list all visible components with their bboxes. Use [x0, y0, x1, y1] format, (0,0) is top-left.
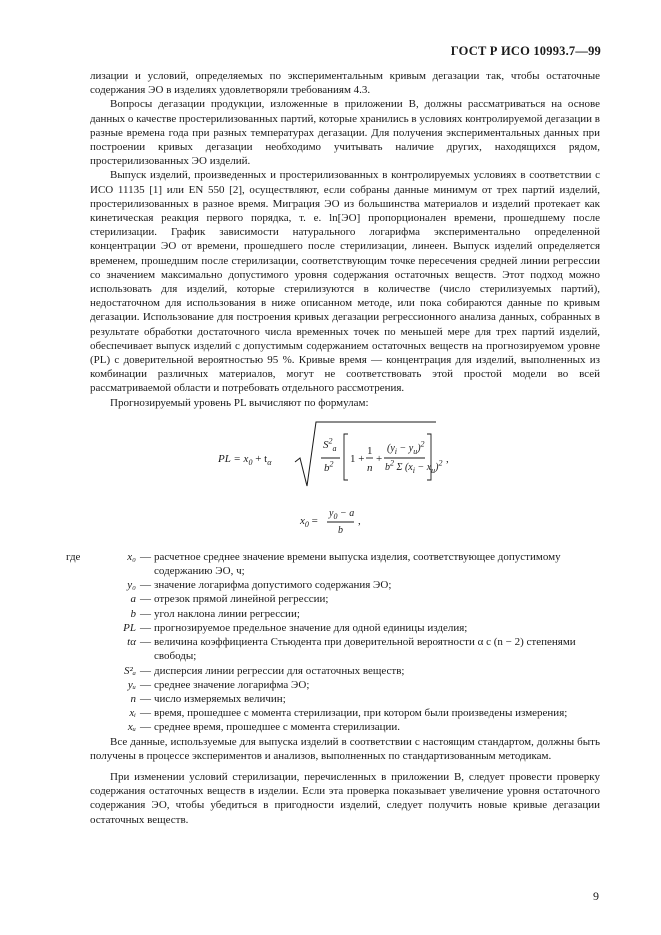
definition-dash: —	[140, 593, 151, 606]
definition-text: прогнозируемое предельное значение для одной единицы изделия;	[154, 621, 468, 634]
paragraph-degassing: Вопросы дегазации продукции, изложенные в приложении В, должны рассматриваться на основе данных о качестве простерилизованных партий, которые хранились в условиях контролируемой дегазации в разные времена года при разных температурах дегазации. Для получения экспериментальных данных при построении кривых дегазации необходимо учитывать наличие других, находящихся рядом, простерилизованных ЭО изделий.	[90, 98, 600, 168]
formula-x0-trailing-comma: ,	[358, 514, 361, 527]
definition-item	[90, 692, 600, 706]
definition-dash: —	[140, 678, 151, 691]
definition-item	[90, 720, 600, 734]
formula-denominator: $b^2$ Σ $(x_i - x_u)^2$	[385, 458, 443, 475]
formula-b2: $b^2$	[324, 459, 334, 474]
definition-dash: —	[140, 621, 151, 634]
definition-dash: —	[140, 664, 151, 677]
definition-symbol: tα	[127, 636, 136, 649]
definition-item	[90, 664, 600, 678]
definition-text: дисперсия линии регрессии для остаточных веществ;	[154, 664, 405, 677]
formula-x0-denominator: b	[338, 524, 343, 536]
paragraph-continued: лизации и условий, определяемых по экспериментальным кривым дегазации так, чтобы остаточные содержания ЭО в изделиях удовлетворяли требованиям 4.3.	[90, 70, 600, 97]
page-number: 9	[593, 889, 599, 903]
formula-n: n	[367, 461, 373, 474]
paragraph-sterilization-change: При изменении условий стерилизации, перечисленных в приложении В, следует провести проверку содержания остаточных веществ в изделии. Если эта проверка показывает увеличение уровня остаточного содержания ЭО, чтобы убедиться в пригодности изделий, следует получить новые кривые дегазации остаточных веществ.	[90, 770, 600, 826]
formula-lhs: PL = $x_0 + t_\alpha$	[218, 452, 272, 468]
formula-sa: $S^2_a$	[323, 436, 337, 454]
definition-text: среднее время, прошедшее с момента стерилизации.	[154, 721, 401, 734]
definition-item	[90, 578, 600, 592]
definition-dash: —	[140, 707, 151, 720]
definition-text: среднее значение логарифма ЭО;	[154, 678, 310, 691]
definition-text: число измеряемых величин;	[154, 692, 286, 705]
formula-x0-numerator: $y_0 - a$	[329, 507, 355, 521]
formula-pl	[90, 416, 600, 502]
paragraph-release: Выпуск изделий, произведенных и простерилизованных в контролируемых условиях в соответствии с ИСО 11135 [1] или EN 550 [2], осуществляют, если собраны данные минимум от трех партий изделий, простерилизованных в разное время. Миграция ЭО из большинства материалов и изделий протекает как кинетическая реакция первого порядка, т. е. ln[ЭО] пропорционален времени, прошедшему после стерилизации. График зависимости натурального логарифма экспериментально определенной концентрации ЭО от времени, прошедшего после стерилизации, линеен. Выпуск изделий определяется временем, прошедшим после стерилизации, соответствующим точке пересечения средней линии регрессии со значением максимально допустимого уровня содержания остаточных веществ. Этот подход можно использовать для изделий, которые стерилизуются в количестве (число стерилизуемых партий), недостаточном для использования в ниже описанном методе, или пока собираются данные по кривым дегазации. Использование для построения кривых дегазации регрессионного анализа данных, собранных в результате обработки достаточного числа временных точек по меньшей мере для трех партий изделий, обеспечивает выпуск изделий с допустимым содержанием остаточных веществ на прогнозируемом уровне (PL) с доверительной вероятностью 95 %. Кривые время — концентрация для изделий, выполненных из комбинации различных материалов, могут не соответствовать этой простой модели во всей рассматриваемой области и потребовать отдельного рассмотрения.	[90, 169, 600, 395]
definition-symbol: a	[130, 593, 136, 606]
standard-header: ГОСТ Р ИСО 10993.7—99	[450, 44, 601, 58]
paragraph-data-requirements: Все данные, используемые для выпуска изделий в соответствии с настоящим стандартом, должны быть получены в процессе экспериментов и анализов, выполненных по стандартизованным методикам.	[90, 735, 600, 762]
definition-item	[90, 706, 600, 720]
definition-item	[66, 550, 600, 578]
definition-text: величина коэффициента Стьюдента при доверительной вероятности α с (n − 2) степенями свободы;	[154, 636, 576, 663]
definition-symbol: b	[130, 607, 136, 620]
definition-symbol: n	[130, 692, 136, 705]
formula-x0	[90, 502, 600, 544]
definition-symbol: xᵢ	[129, 707, 136, 720]
formula-one-plus: 1 +	[350, 452, 365, 465]
definition-dash: —	[140, 636, 151, 649]
definition-dash: —	[140, 607, 151, 620]
definition-dash: —	[140, 721, 151, 734]
definition-symbol: xᵤ	[127, 721, 136, 734]
where-label: где	[66, 550, 81, 563]
formula-one-over: 1	[367, 444, 373, 457]
definition-symbol: S²ₐ	[123, 664, 136, 677]
paragraph-formula-intro: Прогнозируемый уровень PL вычисляют по формулам:	[110, 396, 369, 409]
definition-text: время, прошедшее с момента стерилизации, при котором были произведены измерения;	[154, 707, 568, 720]
definition-item	[90, 607, 600, 621]
definition-text: расчетное среднее значение времени выпуска изделия, соответствующее допустимому содержанию ЭО, ч;	[154, 550, 561, 578]
definition-item	[90, 678, 600, 692]
definition-dash: —	[140, 692, 151, 705]
definition-symbol: yᵤ	[127, 678, 136, 691]
definition-text: угол наклона линии регрессии;	[154, 607, 300, 620]
definitions-list	[66, 550, 600, 735]
definition-item	[90, 635, 600, 663]
definition-text: отрезок прямой линейной регрессии;	[154, 593, 329, 606]
definition-item	[90, 621, 600, 635]
definition-dash: —	[140, 550, 151, 563]
definition-symbol: x₀	[127, 550, 136, 563]
definition-dash: —	[140, 579, 151, 592]
definition-item	[90, 592, 600, 606]
definition-text: значение логарифма допустимого содержания ЭО;	[154, 579, 392, 592]
formula-trailing-comma: ,	[446, 452, 449, 465]
definition-symbol: y₀	[127, 579, 136, 592]
formula-plus: +	[376, 452, 383, 465]
formula-numerator: $(y_i - y_u)^2$	[387, 439, 425, 456]
definition-symbol: PL	[123, 621, 136, 634]
formula-x0-lhs: $x_0$ =	[300, 514, 318, 530]
formula-pl-graphics	[90, 416, 600, 502]
body-text	[66, 69, 600, 827]
